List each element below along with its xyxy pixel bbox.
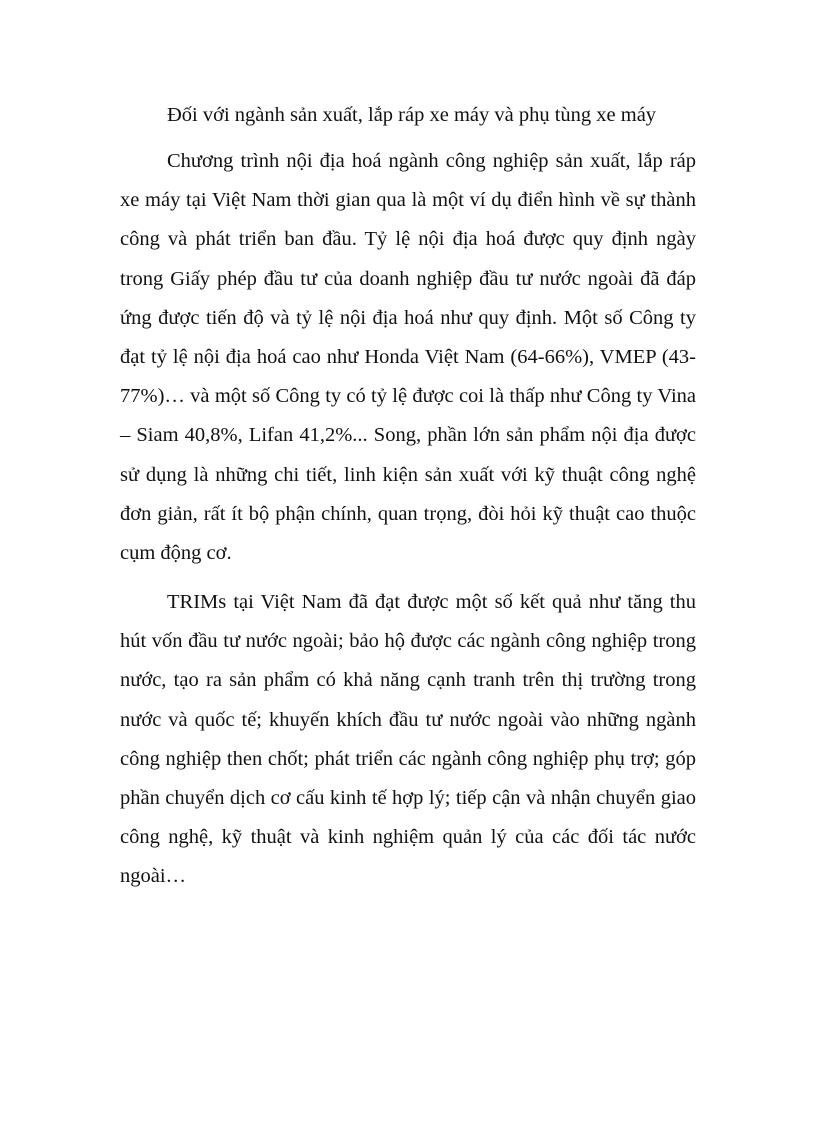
section-heading: Đối với ngành sản xuất, lắp ráp xe máy và phụ tùng xe máy: [167, 104, 657, 126]
paragraph-localization-motorbike: Chương trình nội địa hoá ngành công nghiệp sản xuất, lắp ráp xe máy tại Việt Nam thời gian qua là một ví dụ điển hình về sự thành công và phát triển ban đầu. Tỷ lệ nội địa hoá được quy định ngày trong Giấy phép đầu tư của doanh nghiệp đầu tư nước ngoài đã đáp ứng được tiến độ và tỷ lệ nội địa hoá như quy định. Một số Công ty đạt tỷ lệ nội địa hoá cao như Honda Việt Nam (64-66%), VMEP (43-77%)… và một số Công ty có tỷ lệ được coi là thấp như Công ty Vina – Siam 40,8%, Lifan 41,2%... Song, phần lớn sản phẩm nội địa được sử dụng là những chi tiết, linh kiện sản xuất với kỹ thuật công nghệ đơn giản, rất ít bộ phận chính, quan trọng, đòi hỏi kỹ thuật cao thuộc cụm động cơ.: [120, 150, 696, 565]
paragraph-trims-results: TRIMs tại Việt Nam đã đạt được một số kết quả như tăng thu hút vốn đầu tư nước ngoài; bảo hộ được các ngành công nghiệp trong nước, tạo ra sản phẩm có khả năng cạnh tranh trên thị trường trong nước và quốc tế; khuyến khích đầu tư nước ngoài vào những ngành công nghiệp then chốt; phát triển các ngành công nghiệp phụ trợ; góp phần chuyển dịch cơ cấu kinh tế hợp lý; tiếp cận và nhận chuyển giao công nghệ, kỹ thuật và kinh nghiệm quản lý của các đối tác nước ngoài…: [120, 591, 696, 888]
